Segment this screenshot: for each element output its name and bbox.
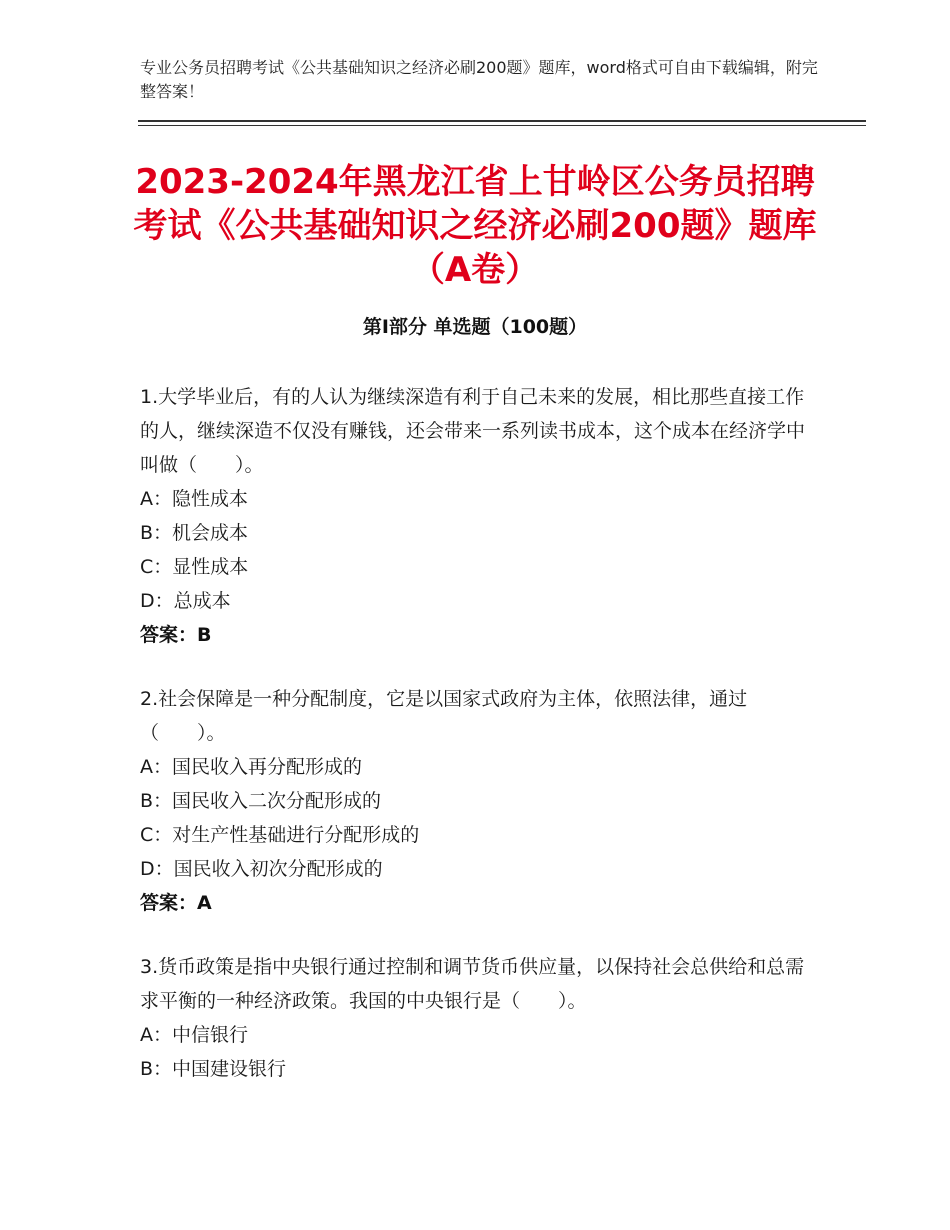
question-list (140, 380, 808, 1116)
header-note: 专业公务员招聘考试《公共基础知识之经济必刷200题》题库，word格式可自由下载编辑，附完整答案！ (140, 58, 818, 101)
option-a: A：隐性成本 (140, 488, 248, 510)
question-text: 3.货币政策是指中央银行通过控制和调节货币供应量，以保持社会总供给和总需求平衡的一种经济政策。我国的中央银行是（ ）。 (140, 956, 805, 1012)
option-b: B：机会成本 (140, 522, 249, 544)
answer-label: 答案：A (140, 892, 212, 914)
question-3 (140, 950, 808, 1086)
document-title: 2023-2024年黑龙江省上甘岭区公务员招聘考试《公共基础知识之经济必刷200题》题库（A卷） (133, 162, 817, 290)
header-divider-thin (138, 125, 866, 126)
option-a: A：中信银行 (140, 1024, 248, 1046)
option-c: C：对生产性基础进行分配形成的 (140, 824, 420, 846)
question-1 (140, 380, 808, 652)
question-text: 1.大学毕业后，有的人认为继续深造有利于自己未来的发展，相比那些直接工作的人，继续深造不仅没有赚钱，还会带来一系列读书成本，这个成本在经济学中叫做（ ）。 (140, 386, 806, 476)
question-2 (140, 682, 808, 920)
option-d: D：总成本 (140, 590, 231, 612)
option-b: B：中国建设银行 (140, 1058, 287, 1080)
question-text: 2.社会保障是一种分配制度，它是以国家式政府为主体，依照法律，通过（ ）。 (140, 688, 748, 744)
option-c: C：显性成本 (140, 556, 249, 578)
section-heading: 第Ⅰ部分 单选题（100题） (362, 316, 588, 338)
option-b: B：国民收入二次分配形成的 (140, 790, 382, 812)
header-divider-thick (138, 120, 866, 122)
option-d: D：国民收入初次分配形成的 (140, 858, 383, 880)
answer-label: 答案：B (140, 624, 212, 646)
option-a: A：国民收入再分配形成的 (140, 756, 362, 778)
